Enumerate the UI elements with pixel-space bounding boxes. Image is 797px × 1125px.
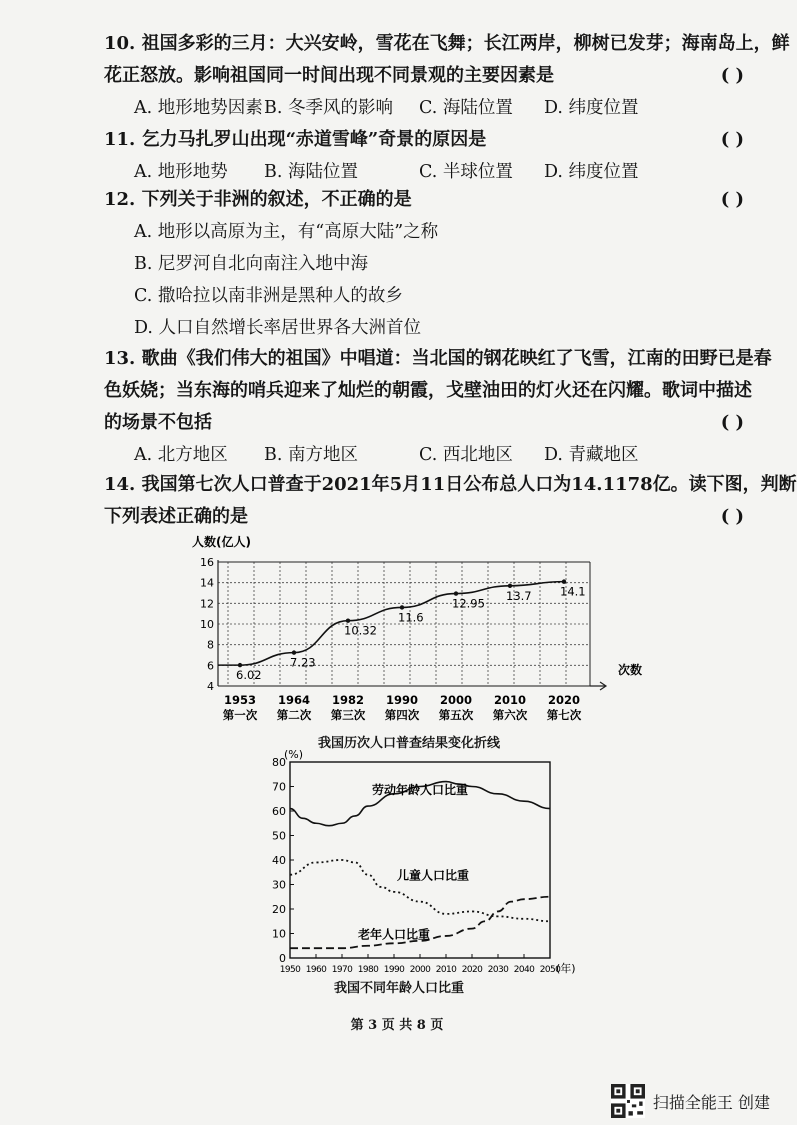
option-13-d[interactable]: D. 青藏地区: [544, 445, 639, 465]
option-12-a[interactable]: A. 地形以高原为主，有“高原大陆”之称: [134, 222, 439, 242]
answer-paren-13[interactable]: ( ): [720, 412, 744, 433]
answer-paren-11[interactable]: ( ): [720, 129, 744, 150]
page-number: 第 3 页 共 8 页: [350, 1018, 444, 1033]
x-tick-label: 1970: [331, 965, 353, 975]
question-14-line-2: 下列表述正确的是: [104, 506, 248, 527]
option-11-c[interactable]: C. 半球位置: [419, 162, 513, 182]
question-10-options: [104, 92, 754, 124]
x-tick-year: 1990: [385, 693, 419, 707]
answer-paren-12[interactable]: ( ): [720, 189, 744, 210]
y-tick-label: 10: [200, 618, 214, 631]
x-tick-census-number: 第七次: [546, 708, 582, 722]
option-11-b[interactable]: B. 海陆位置: [264, 162, 358, 182]
question-13-line-1: 13. 歌曲《我们伟大的祖国》中唱道：当北国的钢花映红了飞雪，江南的田野已是春: [104, 348, 772, 369]
x-tick-census-number: 第六次: [492, 708, 528, 722]
option-10-d[interactable]: D. 纬度位置: [544, 98, 639, 118]
y-axis-label: 人数(亿人): [192, 535, 251, 549]
question-13-line-3: 的场景不包括: [104, 412, 212, 433]
x-tick-label: 2040: [513, 965, 535, 975]
x-axis-label: (年): [556, 962, 576, 975]
x-axis-label: 次数: [618, 663, 643, 677]
question-12-line-1: 12. 下列关于非洲的叙述，不正确的是: [104, 189, 412, 210]
census-data-point: [238, 663, 242, 667]
y-tick-label: 0: [279, 952, 286, 965]
x-tick-year: 2010: [493, 693, 527, 707]
question-12: [104, 184, 754, 344]
qr-code-icon: [611, 1084, 645, 1118]
option-10-b[interactable]: B. 冬季风的影响: [264, 98, 393, 118]
x-tick-census-number: 第五次: [438, 708, 474, 722]
census-data-point: [454, 591, 458, 595]
y-tick-label: 14: [200, 576, 214, 590]
option-10-a[interactable]: A. 地形地势因素: [134, 98, 263, 118]
question-14-line-1: 14. 我国第七次人口普查于2021年5月11日公布总人口为14.1178亿。读下图，判断: [104, 474, 797, 495]
y-axis-label: (%): [284, 748, 304, 761]
x-tick-label: 2010: [435, 965, 457, 975]
option-11-d[interactable]: D. 纬度位置: [544, 162, 639, 182]
census-chart-title: 我国历次人口普查结果变化折线: [318, 736, 501, 751]
scanner-brand: [611, 1084, 770, 1118]
scanner-brand-text: 扫描全能王 创建: [652, 1092, 770, 1112]
census-data-label: 14.1: [560, 584, 586, 599]
x-tick-label: 1980: [357, 965, 379, 975]
y-tick-label: 16: [200, 556, 214, 569]
question-10-line-1: 10. 祖国多彩的三月：大兴安岭，雪花在飞舞；长江两岸，柳树已发芽；海南岛上，鲜: [104, 33, 790, 54]
question-13-line-2: 色妖娆；当东海的哨兵迎来了灿烂的朝霞，戈壁油田的灯火还在闪耀。歌词中描述: [104, 380, 752, 401]
question-10-line-2: 花正怒放。影响祖国同一时间出现不同景观的主要因素是: [104, 65, 554, 86]
question-10: [104, 28, 790, 124]
census-data-label: 11.6: [398, 610, 424, 625]
census-data-point: [400, 605, 404, 609]
census-data-point: [292, 650, 296, 654]
x-axis-arrow: [590, 682, 606, 690]
answer-paren-10[interactable]: ( ): [720, 65, 744, 86]
x-tick-label: 1990: [383, 965, 405, 975]
working-age-share-label: 劳动年龄人口比重: [371, 782, 469, 797]
x-tick-label: 2030: [487, 965, 509, 975]
question-11: [104, 124, 754, 188]
census-population-chart: [190, 532, 643, 732]
question-13-options: [104, 439, 754, 471]
y-tick-label: 60: [272, 805, 286, 818]
x-tick-census-number: 第四次: [384, 708, 420, 722]
census-data-point: [346, 618, 350, 622]
option-12-b[interactable]: B. 尼罗河自北向南注入地中海: [134, 254, 368, 274]
x-tick-year: 2000: [439, 693, 473, 707]
question-13: [104, 343, 772, 471]
x-tick-census-number: 第三次: [330, 708, 366, 722]
y-tick-label: 80: [272, 756, 286, 769]
x-tick-label: 1960: [305, 965, 327, 975]
age-chart-title: 我国不同年龄人口比重: [334, 981, 465, 996]
census-data-label: 10.32: [344, 623, 377, 638]
age-structure-chart: [260, 744, 590, 979]
y-tick-label: 70: [272, 780, 286, 794]
elderly-share-label: 老年人口比重: [357, 927, 431, 942]
child-share-label: 儿童人口比重: [396, 868, 470, 883]
y-tick-label: 12: [200, 597, 214, 611]
census-data-point: [562, 579, 566, 583]
census-data-label: 7.23: [290, 655, 316, 670]
x-tick-year: 1982: [331, 693, 365, 707]
option-13-c[interactable]: C. 西北地区: [419, 445, 513, 465]
y-tick-label: 50: [272, 829, 286, 843]
option-12-d[interactable]: D. 人口自然增长率居世界各大洲首位: [134, 318, 422, 338]
option-13-b[interactable]: B. 南方地区: [264, 445, 358, 465]
x-tick-label: 2000: [409, 965, 431, 975]
census-data-point: [508, 584, 512, 588]
x-tick-year: 2020: [547, 693, 581, 707]
y-tick-label: 6: [207, 659, 214, 673]
x-tick-census-number: 第二次: [276, 708, 312, 722]
x-tick-year: 1953: [223, 693, 257, 707]
x-tick-census-number: 第一次: [222, 708, 258, 722]
y-tick-label: 30: [272, 878, 286, 892]
y-tick-label: 8: [207, 638, 214, 652]
option-10-c[interactable]: C. 海陆位置: [419, 98, 513, 118]
census-data-label: 12.95: [452, 596, 485, 611]
option-12-c[interactable]: C. 撒哈拉以南非洲是黑种人的故乡: [134, 286, 403, 306]
y-tick-label: 40: [272, 854, 286, 867]
census-data-label: 6.02: [236, 668, 262, 683]
x-tick-label: 1950: [279, 965, 301, 975]
option-13-a[interactable]: A. 北方地区: [134, 445, 228, 465]
option-11-a[interactable]: A. 地形地势: [134, 162, 228, 182]
answer-paren-14[interactable]: ( ): [720, 506, 744, 527]
question-14: [104, 469, 797, 533]
question-11-line-1: 11. 乞力马扎罗山出现“赤道雪峰”奇景的原因是: [104, 129, 487, 150]
y-tick-label: 20: [272, 903, 286, 916]
x-tick-label: 2050: [539, 965, 561, 975]
census-data-label: 13.7: [506, 588, 532, 603]
y-tick-label: 4: [207, 680, 214, 693]
x-tick-label: 2020: [461, 965, 483, 975]
y-tick-label: 10: [272, 927, 286, 941]
x-tick-year: 1964: [277, 693, 311, 707]
